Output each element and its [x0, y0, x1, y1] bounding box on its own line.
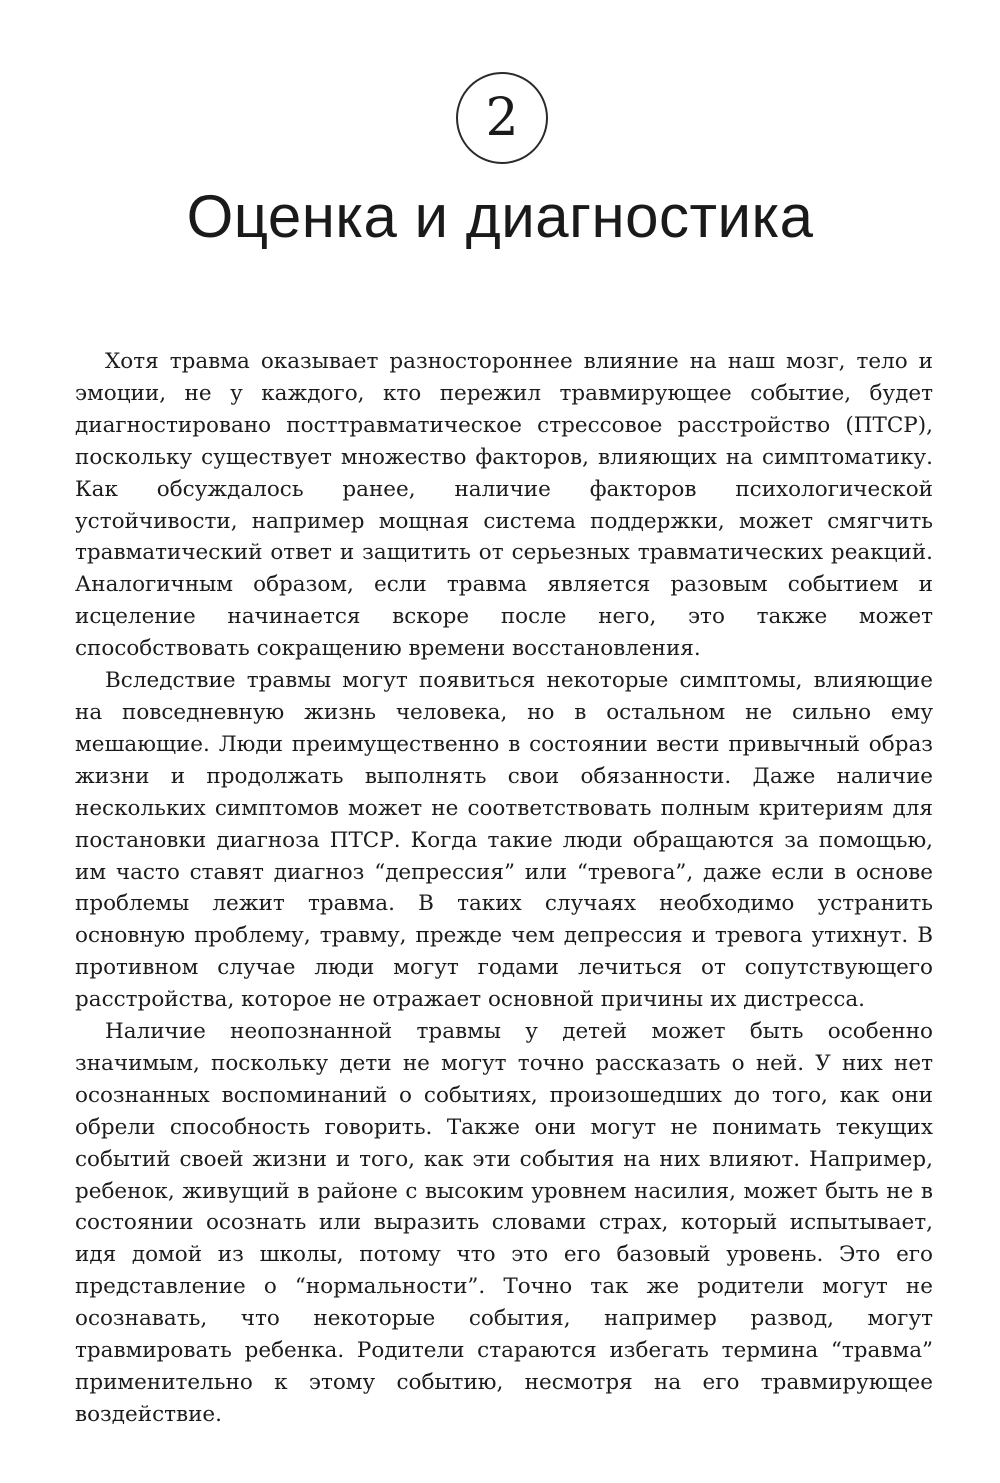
paragraph: Хотя травма оказывает разностороннее влияние на наш мозг, тело и эмоции, не у каждого, кто пережил травмирующее событие, будет диагностировано посттравматическое стрессовое расстройство (ПТСР), поскольку существует множество факторов, влияющих на симптоматику. Как обсуждалось ранее, наличие факторов психологической устойчивости, например мощная система поддержки, может смягчить травматический ответ и защитить от серьезных травматических реакций. Аналогичным образом, если травма является разовым событием и исцеление начинается вскоре после него, это также может способствовать сокращению времени восстановления. — [75, 349, 933, 662]
chapter-title: Оценка и диагностика — [186, 183, 814, 250]
body-text — [75, 346, 933, 1431]
chapter-number: 2 — [485, 88, 519, 148]
paragraph: Наличие неопознанной травмы у детей может быть особенно значимым, поскольку дети не могут точно рассказать о ней. У них нет осознанных воспоминаний о событиях, произошедших до того, как они обрели способность говорить. Также они могут не понимать текущих событий своей жизни и того, как эти события на них влияют. Например, ребенок, живущий в районе с высоким уровнем насилия, может быть не в состоянии осознать или выразить словами страх, который испытывает, идя домой из школы, потому что это его базовый уровень. Это его представление о “нормальности”. Точно так же родители могут не осознавать, что некоторые события, например развод, могут травмировать ребенка. Родители стараются избегать термина “травма” применительно к этому событию, несмотря на его травмирующее воздействие. — [75, 1019, 933, 1427]
chapter-number-circle — [456, 72, 548, 164]
paragraph: Вследствие травмы могут появиться некоторые симптомы, влияющие на повседневную жизнь человека, но в остальном не сильно ему мешающие. Люди преимущественно в состоянии вести привычный образ жизни и продолжать выполнять свои обязанности. Даже наличие нескольких симптомов может не соответствовать полным критериям для постановки диагноза ПТСР. Когда такие люди обращаются за помощью, им часто ставят диагноз “депрессия” или “тревога”, даже если в основе проблемы лежит травма. В таких случаях необходимо устранить основную проблему, травму, прежде чем депрессия и тревога утихнут. В противном случае люди могут годами лечиться от сопутствующего расстройства, которое не отражает основной причины их дистресса. — [75, 668, 933, 1013]
